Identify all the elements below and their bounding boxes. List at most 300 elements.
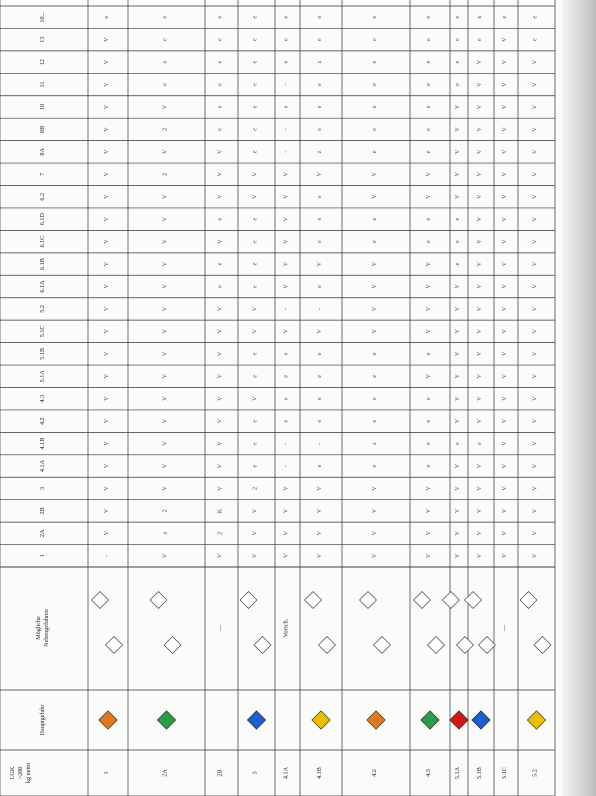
table-cell: e <box>317 195 323 199</box>
table-cell: V <box>162 418 169 424</box>
table-cell: 2 <box>162 509 169 513</box>
table-cell: V <box>455 508 461 514</box>
table-cell: V <box>162 374 169 379</box>
hazard-pictogram-icon <box>157 711 175 729</box>
table-cell: V <box>532 239 539 244</box>
row-label-1: 1 <box>103 771 110 775</box>
table-cell: e <box>283 38 290 41</box>
table-cell: V <box>426 284 432 289</box>
table-cell: e <box>372 128 378 131</box>
column-header-2: 2B <box>39 507 46 515</box>
column-header-18: 8A <box>39 148 46 156</box>
table-cell: e <box>252 128 259 131</box>
column-header-7: 4.3 <box>39 394 46 403</box>
table-cell: V <box>104 396 110 401</box>
table-cell: V <box>532 59 539 65</box>
table-cell: z <box>372 442 378 445</box>
table-cell: e <box>162 83 169 86</box>
table-cell: V <box>455 127 461 132</box>
table-cell: V <box>502 284 508 289</box>
table-cell: V <box>104 508 110 514</box>
table-cell: e <box>426 15 432 19</box>
table-cell: 2 <box>217 531 224 535</box>
table-cell: V <box>104 463 110 469</box>
column-header-10: 5.1C <box>39 325 46 338</box>
table-cell: V <box>317 172 323 177</box>
table-cell: V <box>104 104 110 110</box>
table-cell: V <box>532 486 539 491</box>
header-lgk: LGK <box>9 766 16 780</box>
table-cell: e <box>372 15 378 19</box>
table-cell: V <box>426 172 432 177</box>
row-label-3: 3 <box>251 771 259 775</box>
table-cell: V <box>104 127 110 132</box>
table-cell: V <box>455 172 461 177</box>
table-cell: V <box>104 418 110 424</box>
table-cell: V <box>502 239 508 244</box>
table-cell: V <box>477 82 483 87</box>
table-cell: e <box>372 240 378 243</box>
row-label-5.1C: 5.1C <box>501 767 508 779</box>
table-cell: V <box>317 261 323 267</box>
table-cell: V <box>217 149 224 155</box>
table-cell: V <box>455 486 461 491</box>
table-cell: - <box>283 307 290 310</box>
column-header-16: 6.2 <box>39 192 46 201</box>
table-cell: V <box>477 418 483 424</box>
table-cell: e <box>372 464 378 468</box>
table-cell: V <box>477 306 483 312</box>
table-cell: V <box>252 306 259 312</box>
table-cell: V <box>104 284 110 289</box>
hazard-pictogram-icon <box>374 637 391 654</box>
table-cell: V <box>477 486 483 491</box>
column-header-23: 13 <box>39 36 46 43</box>
table-cell: V <box>477 396 483 401</box>
table-cell: V <box>104 329 110 334</box>
table-cell: e <box>317 419 323 423</box>
table-cell: V <box>477 149 483 155</box>
table-cell: V <box>477 172 483 177</box>
table-cell: V <box>283 329 290 334</box>
table-cell: V <box>217 374 224 379</box>
table-cell: V <box>455 351 461 356</box>
table-cell: e <box>252 442 259 445</box>
table-cell: V <box>217 396 224 401</box>
row-label-4.1A: 4.1A <box>282 766 290 780</box>
table-cell: V <box>455 306 461 312</box>
table-cell: V <box>502 217 508 222</box>
table-cell: e <box>317 105 323 109</box>
table-cell: - <box>317 307 323 310</box>
table-cell: e <box>162 38 169 41</box>
hazard-pictogram-icon <box>99 711 117 729</box>
column-header-24: 10... <box>39 11 46 23</box>
hazard-pictogram-icon <box>150 592 167 609</box>
row-label-4.3: 4.3 <box>425 769 432 777</box>
table-cell: V <box>252 396 259 401</box>
table-cell: V <box>455 149 461 155</box>
table-cell: V <box>477 351 483 356</box>
table-cell: e <box>283 374 290 378</box>
hazard-pictogram-icon <box>254 637 271 654</box>
column-header-11: 5.2 <box>39 305 46 313</box>
table-cell: e <box>455 262 461 266</box>
table-cell: e <box>502 15 508 19</box>
table-cell: e <box>455 60 461 64</box>
table-cell: V <box>455 194 461 199</box>
hazard-pictogram-icon <box>240 592 257 609</box>
table-cell: e <box>252 464 259 468</box>
table-cell: V <box>502 351 508 356</box>
table-cell: V <box>455 553 461 558</box>
table-cell: V <box>477 239 483 244</box>
table-cell: V <box>426 374 432 379</box>
table-cell: V <box>502 463 508 469</box>
table-cell: V <box>477 284 483 289</box>
table-cell: e <box>283 105 290 109</box>
table-cell: V <box>162 239 169 244</box>
table-cell: V <box>502 486 508 491</box>
column-header-13: 6.1B <box>39 258 46 270</box>
table-cell: V <box>455 531 461 536</box>
table-cell: V <box>532 306 539 312</box>
table-cell: - <box>104 554 110 557</box>
table-cell: - <box>317 442 323 445</box>
table-cell: V <box>477 463 483 469</box>
hazard-pictogram-icon <box>106 637 123 654</box>
table-cell: e <box>426 464 432 468</box>
table-cell: V <box>502 329 508 334</box>
table-cell: V <box>477 217 483 222</box>
table-cell: V <box>104 59 110 65</box>
table-cell: e <box>252 38 259 41</box>
table-cell: V <box>455 396 461 401</box>
column-header-15: 6.1D <box>39 213 46 226</box>
hazard-pictogram-icon <box>457 637 474 654</box>
table-cell: V <box>252 553 259 558</box>
table-cell: V <box>217 486 224 491</box>
column-header-20: 10 <box>39 103 46 111</box>
table-cell: V <box>426 261 432 267</box>
table-cell: V <box>532 261 539 267</box>
hazard-pictogram-icon <box>479 637 496 654</box>
column-header-6: 4.2 <box>39 417 46 426</box>
table-cell: V <box>477 104 483 110</box>
table-cell: e <box>217 217 224 221</box>
table-cell: e <box>455 38 461 41</box>
table-cell: V <box>532 127 539 132</box>
table-cell: e <box>317 83 323 86</box>
table-cell: V <box>162 441 169 446</box>
table-cell: K <box>217 508 224 514</box>
table-cell: e <box>252 105 259 109</box>
table-cell: e <box>317 397 323 401</box>
hazard-pictogram-icon <box>465 592 482 609</box>
table-cell: V <box>252 194 259 199</box>
table-cell: V <box>502 82 508 87</box>
hazard-pictogram-icon <box>428 637 445 654</box>
column-header-9: 5.1B <box>39 347 46 360</box>
column-header-4: 4.1A <box>39 459 46 473</box>
table-cell: V <box>252 172 259 177</box>
table-cell: V <box>372 284 378 289</box>
hazard-pictogram-icon <box>534 637 551 654</box>
table-cell: V <box>532 217 539 222</box>
table-cell: e <box>317 464 323 468</box>
page-edge-shadow <box>562 0 596 796</box>
table-cell: V <box>283 531 290 536</box>
table-cell: V <box>283 261 290 267</box>
column-header-3: 3 <box>39 486 46 491</box>
table-cell: e <box>372 352 378 356</box>
table-cell: e <box>372 419 378 423</box>
table-cell: 2 <box>252 486 259 490</box>
table-cell: e <box>252 285 259 288</box>
table-cell: e <box>532 38 539 41</box>
table-cell: V <box>532 463 539 469</box>
hazard-pictogram-icon <box>414 592 431 609</box>
table-cell: V <box>502 418 508 424</box>
table-cell: V <box>104 351 110 356</box>
table-cell: e <box>252 262 259 266</box>
hazard-pictogram-icon <box>164 637 181 654</box>
table-cell: e <box>317 15 323 19</box>
table-cell: V <box>532 104 539 110</box>
table-cell: V <box>162 194 169 199</box>
table-cell: e <box>217 262 224 266</box>
table-cell: V <box>455 329 461 334</box>
row-side-label: — <box>216 624 224 632</box>
table-cell: V <box>162 306 169 312</box>
table-cell: a <box>162 532 169 535</box>
table-cell: V <box>217 172 224 177</box>
table-cell: V <box>104 82 110 87</box>
table-cell: V <box>502 374 508 379</box>
table-cell: e <box>252 83 259 86</box>
table-cell: V <box>372 553 378 558</box>
table-cell: e <box>426 38 432 41</box>
row-label-5.2: 5.2 <box>531 769 539 777</box>
table-cell: e <box>283 419 290 423</box>
table-cell: V <box>502 508 508 514</box>
row-label-5.1B: 5.1B <box>476 767 483 779</box>
table-cell: V <box>477 127 483 132</box>
table-cell: V <box>104 374 110 379</box>
table-cell: V <box>532 149 539 155</box>
hazard-pictogram-icon <box>450 711 468 729</box>
table-cell: e <box>426 128 432 131</box>
table-cell: V <box>252 508 259 514</box>
table-cell: e <box>317 240 323 243</box>
table-cell: e <box>252 15 259 19</box>
table-cell: V <box>162 284 169 289</box>
table-cell: V <box>502 172 508 177</box>
hazard-pictogram-icon <box>367 711 385 729</box>
table-cell: e <box>426 240 432 243</box>
table-cell: V <box>283 239 290 244</box>
table-cell: e <box>162 60 169 64</box>
table-cell: V <box>283 553 290 558</box>
table-cell: V <box>104 531 110 536</box>
table-cell: e <box>252 150 259 154</box>
table-cell: e <box>252 352 259 356</box>
table-cell: V <box>317 329 323 334</box>
table-cell: V <box>162 396 169 401</box>
table-cell: e <box>217 128 224 131</box>
table-cell: V <box>477 553 483 558</box>
column-header-17: 7 <box>39 172 46 176</box>
hazard-pictogram-icon <box>247 711 265 729</box>
row-label-2A: 2A <box>161 769 169 777</box>
table-cell: V <box>532 351 539 356</box>
table-cell: V <box>455 463 461 469</box>
table-cell: V <box>283 217 290 222</box>
table-cell: e <box>317 128 323 131</box>
table-cell: - <box>283 83 290 86</box>
table-cell: z <box>317 150 323 154</box>
table-cell: V <box>372 531 378 536</box>
table-cell: e <box>283 15 290 19</box>
hazard-pictogram-icon <box>319 637 336 654</box>
table-cell: V <box>477 194 483 199</box>
table-cell: 2 <box>162 172 169 176</box>
table-cell: V <box>455 284 461 289</box>
table-cell: V <box>532 418 539 424</box>
table-cell: V <box>217 418 224 424</box>
table-cell: e <box>426 217 432 221</box>
table-cell: V <box>162 553 169 558</box>
table-cell: V <box>217 351 224 356</box>
table-cell: V <box>162 104 169 110</box>
table-cell: V <box>317 486 323 491</box>
table-cell: e <box>252 374 259 378</box>
table-cell: V <box>502 194 508 199</box>
table-cell: e <box>426 419 432 423</box>
table-cell: V <box>532 553 539 558</box>
table-cell: V <box>252 329 259 334</box>
table-cell: x <box>477 15 483 19</box>
table-cell: e <box>372 150 378 154</box>
table-cell: e <box>426 150 432 154</box>
table-cell: V <box>426 508 432 514</box>
table-cell: V <box>426 329 432 334</box>
row-label-5.1A: 5.1A <box>454 766 461 780</box>
hazard-pictogram-icon <box>443 592 460 609</box>
table-cell: V <box>162 329 169 334</box>
table-cell: V <box>502 59 508 65</box>
table-cell: V <box>477 374 483 379</box>
header-nebengefahren: Nebengefahren <box>43 609 50 647</box>
table-cell: V <box>477 531 483 536</box>
table-cell: V <box>317 508 323 514</box>
table-cell: V <box>372 329 378 334</box>
table-cell: V <box>477 329 483 334</box>
row-label-4.1B: 4.1B <box>316 767 323 779</box>
table-cell: e <box>372 397 378 401</box>
header-hauptgefahr: Hauptgefahr <box>39 704 46 736</box>
table-cell: V <box>283 172 290 177</box>
table-cell: e <box>317 352 323 356</box>
table-cell: V <box>104 217 110 222</box>
header-moegliche: Mögliche <box>35 616 42 640</box>
table-cell: e <box>217 60 224 64</box>
table-cell: e <box>252 240 259 243</box>
table-cell: V <box>426 194 432 199</box>
table-cell: e <box>372 60 378 64</box>
table-cell: V <box>477 261 483 267</box>
row-label-2B: 2B <box>216 769 224 777</box>
table-cell: V <box>532 531 539 536</box>
table-cell: e <box>455 83 461 86</box>
hazard-pictogram-icon <box>92 592 109 609</box>
table-cell: V <box>104 194 110 199</box>
table-cell: e <box>252 60 259 64</box>
table-cell: V <box>372 194 378 199</box>
table-cell: V <box>532 284 539 289</box>
table-cell: e <box>477 442 483 445</box>
table-cell: V <box>317 531 323 536</box>
table-cell: V <box>104 149 110 155</box>
table-cell: V <box>217 194 224 199</box>
table-cell: e <box>217 83 224 86</box>
table-cell: - <box>283 442 290 445</box>
row-label-4.2: 4.2 <box>371 769 378 777</box>
table-cell: V <box>532 441 539 446</box>
hazard-pictogram-icon <box>520 592 537 609</box>
table-cell: V <box>162 463 169 469</box>
table-cell: V <box>283 284 290 289</box>
table-cell: V <box>532 508 539 514</box>
table-cell: - <box>283 128 290 131</box>
table-cell: V <box>162 486 169 491</box>
table-cell: V <box>426 531 432 536</box>
column-header-8: 5.1A <box>39 370 46 383</box>
table-cell: V <box>502 261 508 267</box>
table-cell: e <box>372 217 378 221</box>
table-cell: V <box>283 508 290 514</box>
table-cell: V <box>532 82 539 87</box>
table-cell: V <box>532 329 539 334</box>
table-cell: V <box>502 127 508 132</box>
table-cell: 2 <box>162 127 169 131</box>
table-cell: V <box>372 261 378 267</box>
table-cell: e <box>455 240 461 243</box>
table-cell: V <box>217 463 224 469</box>
table-cell: e <box>426 397 432 401</box>
table-cell: e <box>426 352 432 356</box>
table-cell: e <box>317 38 323 41</box>
header-lgk-threshold: >200 <box>17 766 24 780</box>
table-cell: V <box>502 104 508 110</box>
table-cell: V <box>283 486 290 491</box>
table-cell: V <box>317 553 323 558</box>
column-header-21: 11 <box>39 81 46 88</box>
table-cell: e <box>283 60 290 64</box>
table-cell: V <box>477 59 483 65</box>
table-cell: V <box>502 396 508 401</box>
table-cell: V <box>455 374 461 379</box>
table-cell: e <box>283 397 290 401</box>
table-cell: e <box>372 105 378 109</box>
table-cell: V <box>104 239 110 244</box>
table-cell: e <box>372 38 378 41</box>
table-cell: e <box>455 15 461 19</box>
table-cell: z <box>317 60 323 64</box>
table-cell: e <box>426 442 432 445</box>
table-cell: e <box>372 83 378 86</box>
hazard-pictogram-icon <box>360 592 377 609</box>
